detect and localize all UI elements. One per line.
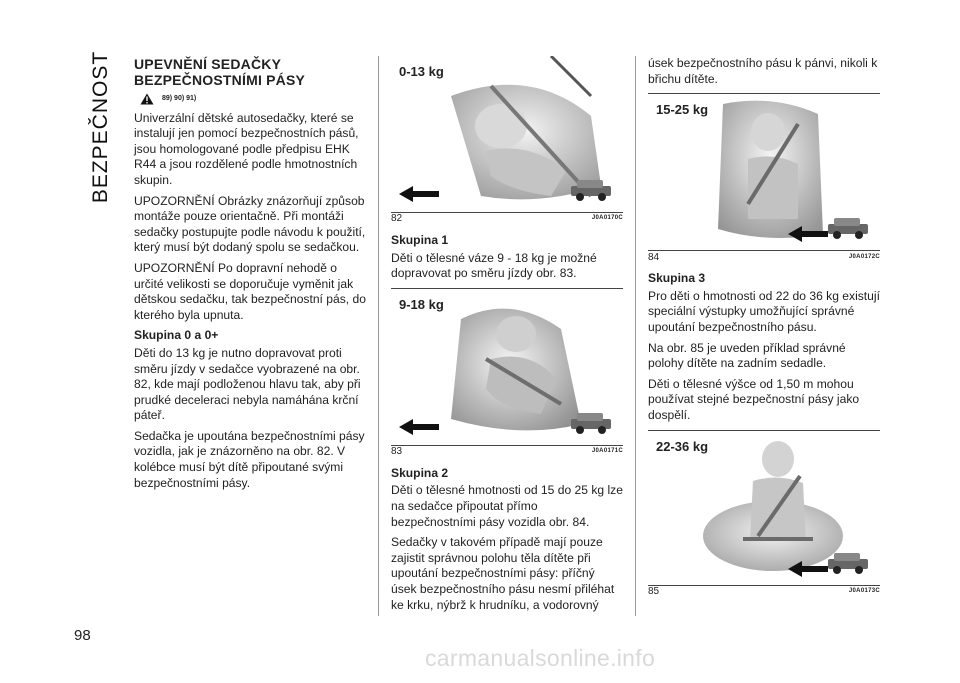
column-divider bbox=[378, 56, 379, 616]
paragraph: Děti o tělesné váze 9 - 18 kg je možné dopravovat po směru jízdy obr. 83. bbox=[391, 250, 597, 281]
figure-caption bbox=[648, 253, 880, 265]
figure-number: 85 bbox=[648, 585, 660, 597]
car-icon bbox=[569, 178, 613, 202]
car-icon bbox=[569, 411, 613, 435]
car-icon bbox=[826, 216, 870, 240]
section-title: UPEVNĚNÍ SEDAČKY BEZPEČNOSTNÍMI PÁSY bbox=[134, 56, 306, 88]
warning-refs-text: 89) 90) 91) bbox=[162, 95, 197, 102]
figure-weight-label: 22-36 kg bbox=[656, 438, 709, 454]
figure-caption bbox=[391, 448, 623, 460]
paragraph: Sedačka je upoutána bezpečnostními pásy vozidla, jak je znázorněno na obr. 82. V kolébce musí být dítě připoutané svými bezpečnostními pásy. bbox=[134, 428, 365, 490]
warning-triangle-icon bbox=[140, 93, 154, 105]
subheading: Skupina 3 bbox=[648, 271, 706, 286]
paragraph: úsek bezpečnostního pásu k pánvi, nikoli k břichu dítěte. bbox=[648, 56, 878, 86]
arrow-left-icon bbox=[399, 186, 439, 202]
figure-caption bbox=[648, 585, 880, 600]
paragraph: UPOZORNĚNÍ Obrázky znázorňují způsob montáže pouze orientačně. Při montáži sedačky postupujte podle návodu k použití, který musí být dodaný spolu se sedačkou. bbox=[134, 193, 366, 255]
section-tab bbox=[86, 52, 116, 202]
figure-code: J0A0173C bbox=[848, 587, 880, 594]
figure-85 bbox=[648, 430, 880, 586]
paragraph: Děti o tělesné hmotnosti od 15 do 25 kg lze na sedačce připoutat přímo bezpečnostními pásy vozidla obr. 84. bbox=[391, 483, 623, 529]
arrow-left-icon bbox=[788, 226, 828, 242]
section-tab-label: BEZPEČNOST bbox=[89, 50, 112, 204]
figure-84 bbox=[648, 93, 880, 251]
figure-weight-label: 0-13 kg bbox=[399, 64, 444, 79]
watermark: carmanualsonline.info bbox=[425, 645, 656, 671]
figure-weight-label: 9-18 kg bbox=[399, 296, 444, 312]
figure-weight-label: 15-25 kg bbox=[656, 102, 709, 118]
column-3 bbox=[648, 56, 880, 606]
subheading: Skupina 1 bbox=[391, 233, 449, 247]
paragraph: Sedačky v takovém případě mají pouze zajistit správnou polohu těla dítěte při upoutání bezpečnostními pásy: příčný úsek bezpečnostního pásu nesmí přiléhat ke krku, nýbrž k hrudníku, a vodorovný bbox=[391, 535, 615, 612]
paragraph: UPOZORNĚNÍ Po dopravní nehodě o určité velikosti se doporučuje vyměnit jak dětskou sedačku, tak bezpečnostní pás, do kterého byla upnuta. bbox=[134, 260, 366, 322]
page-number: 98 bbox=[74, 627, 91, 644]
column-divider bbox=[635, 56, 636, 616]
figure-number: 83 bbox=[391, 446, 403, 458]
figure-83 bbox=[391, 288, 623, 446]
paragraph: Děti o tělesné výšce od 1,50 m mohou používat stejné bezpečnostní pásy jako dospělí. bbox=[648, 376, 860, 422]
paragraph: Děti do 13 kg je nutno dopravovat proti směru jízdy v sedačce vyobrazené na obr. 82, kde mají podloženou hlavu tak, aby při prudké deceleraci nebyla namáhána krční páteř. bbox=[134, 345, 361, 423]
column-2 bbox=[391, 56, 623, 618]
paragraph: Univerzální dětské autosedačky, které se instalují jen pomocí bezpečnostních pásů, jsou homologované podle předpisu EHK R44 a jsou rozdělené podle hmotnostních skupin. bbox=[134, 110, 359, 187]
warning-references bbox=[140, 91, 366, 107]
figure-code: J0A0171C bbox=[591, 448, 623, 455]
paragraph: Na obr. 85 je uveden příklad správné polohy dítěte na zadním sedadle. bbox=[648, 340, 846, 371]
figure-82 bbox=[391, 56, 623, 213]
figure-number: 84 bbox=[648, 251, 660, 263]
subheading: Skupina 0 a 0+ bbox=[134, 328, 219, 343]
figure-caption bbox=[391, 215, 623, 227]
figure-number: 82 bbox=[391, 213, 403, 225]
car-icon bbox=[826, 551, 870, 575]
figure-code: J0A0170C bbox=[591, 215, 623, 222]
arrow-left-icon bbox=[788, 561, 828, 577]
subheading: Skupina 2 bbox=[391, 465, 449, 480]
arrow-left-icon bbox=[399, 419, 439, 435]
figure-code: J0A0172C bbox=[848, 253, 880, 260]
paragraph: Pro děti o hmotnosti od 22 do 36 kg existují speciální výstupky umožňující správné upoutání bezpečnostního pásu. bbox=[648, 288, 880, 334]
column-1 bbox=[134, 56, 366, 496]
